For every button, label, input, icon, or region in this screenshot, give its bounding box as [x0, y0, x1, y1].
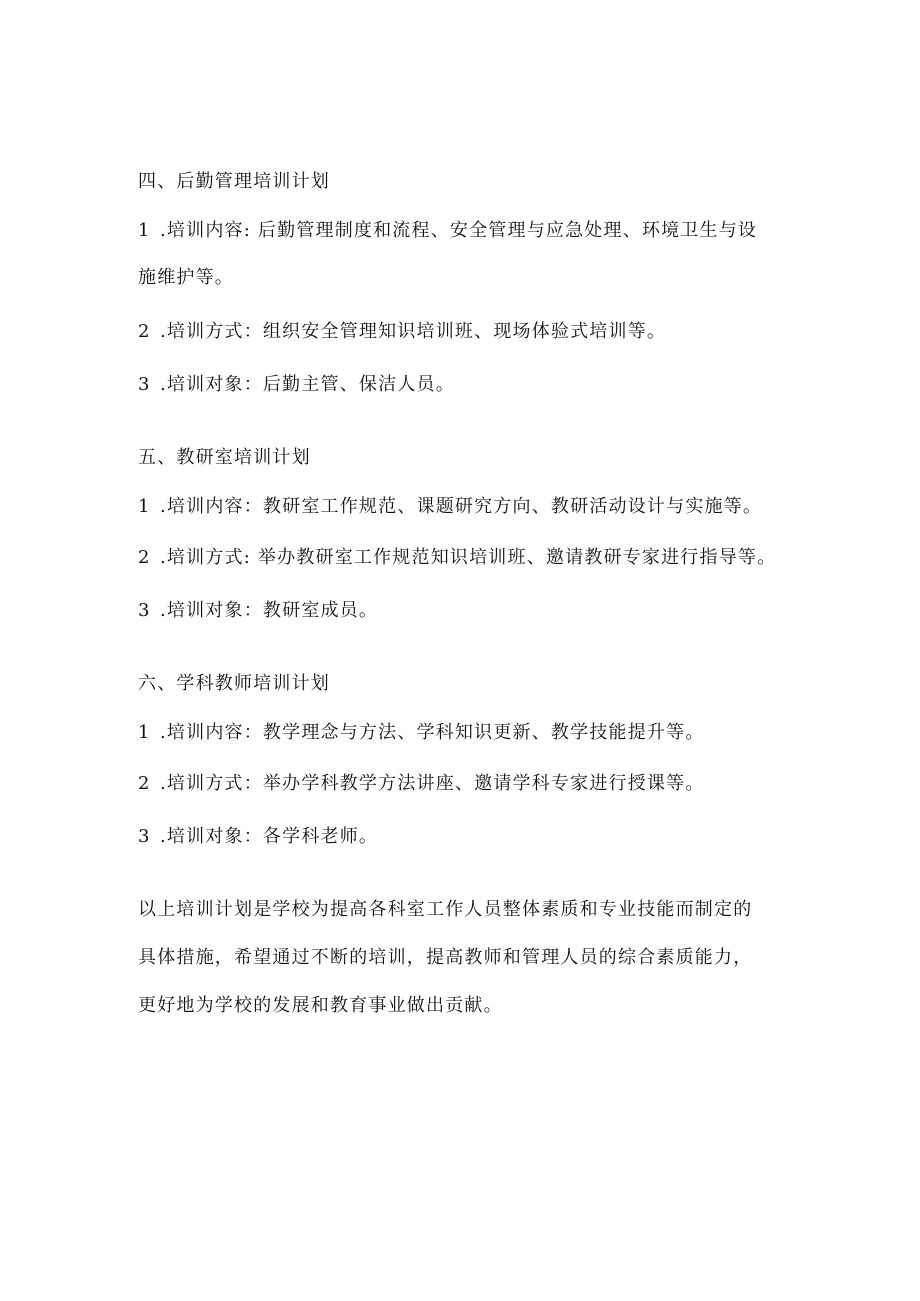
item-number: 3 [138, 374, 151, 395]
conclusion-line: 更好地为学校的发展和教育事业做出贡献。 [138, 995, 503, 1016]
item-text: .培训方式：举办学科教学方法讲座、邀请学科专家进行授课等。 [160, 773, 705, 794]
section-heading-research-office: 五、教研室培训计划 [138, 447, 311, 468]
item-number: 3 [138, 826, 151, 847]
section-heading-logistics: 四、后勤管理培训计划 [138, 171, 330, 192]
section-heading-subject-teachers: 六、学科教师培训计划 [138, 673, 330, 694]
list-item [138, 721, 705, 745]
item-number: 3 [138, 600, 151, 621]
list-item [138, 772, 705, 796]
list-item [138, 599, 378, 623]
list-item [138, 495, 762, 519]
conclusion-line: 具体措施，希望通过不断的培训，提高教师和管理人员的综合素质能力， [138, 947, 753, 968]
list-item [138, 373, 455, 397]
item-text: .培训内容: 后勤管理制度和流程、安全管理与应急处理、环境卫生与设 [160, 220, 758, 241]
item-text: .培训内容：教研室工作规范、课题研究方向、教研活动设计与实施等。 [160, 496, 763, 517]
list-item-continuation: 施维护等。 [138, 267, 234, 288]
item-text: .培训对象：教研室成员。 [160, 600, 379, 621]
item-number: 2 [138, 321, 151, 342]
item-number: 2 [138, 773, 151, 794]
list-item [138, 546, 776, 570]
item-text: .培训对象：后勤主管、保洁人员。 [160, 374, 455, 395]
item-text: .培训对象：各学科老师。 [160, 826, 379, 847]
item-number: 2 [138, 547, 151, 568]
item-text: .培训内容：教学理念与方法、学科知识更新、教学技能提升等。 [160, 722, 705, 743]
list-item [138, 825, 378, 849]
list-item [138, 320, 666, 344]
item-number: 1 [138, 496, 151, 517]
list-item [138, 219, 757, 243]
item-number: 1 [138, 722, 151, 743]
item-text: .培训方式: 举办教研室工作规范知识培训班、邀请教研专家进行指导等。 [160, 547, 777, 568]
conclusion-line: 以上培训计划是学校为提高各科室工作人员整体素质和专业技能而制定的 [138, 899, 753, 920]
item-number: 1 [138, 220, 151, 241]
item-text: .培训方式：组织安全管理知识培训班、现场体验式培训等。 [160, 321, 667, 342]
